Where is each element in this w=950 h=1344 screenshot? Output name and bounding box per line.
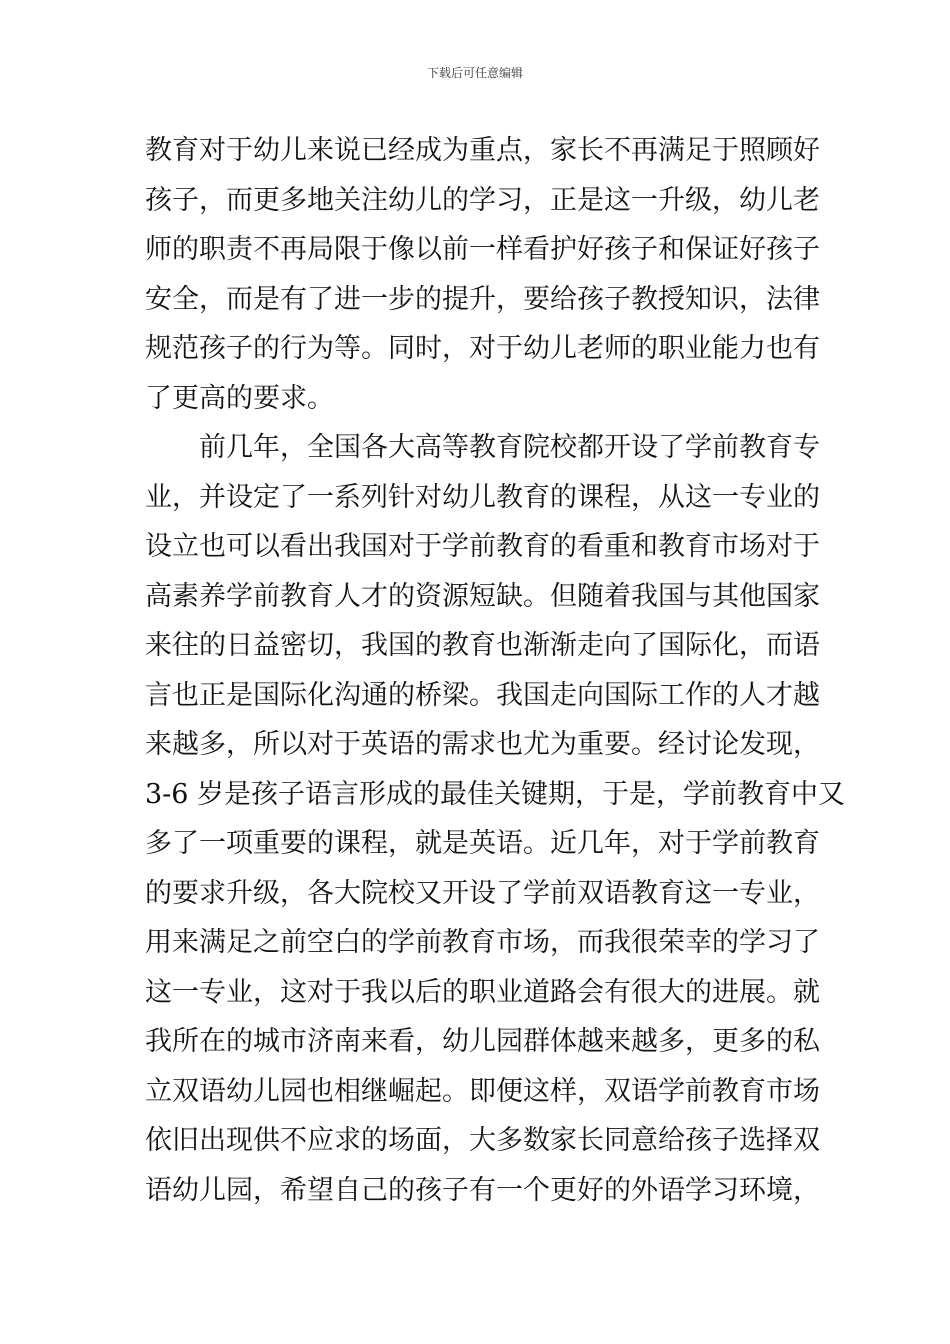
paragraph-line: 前几年，全国各大高等教育院校都开设了学前教育专 [199,432,820,463]
paragraph-1 [145,126,820,423]
page-header: 下载后可任意编辑 [426,66,523,80]
paragraph-line: 立双语幼儿园也相继崛起。即便这样，双语学前教育市场 [145,1075,820,1107]
paragraph-line: 3-6 岁是孩子语言形成的最佳关键期，于是，学前教育中又 [145,778,846,810]
paragraph-line: 用来满足之前空白的学前教育市场，而我很荣幸的学习了 [145,927,820,958]
paragraph-line: 多了一项重要的课程，就是英语。近几年，对于学前教育 [145,828,820,859]
paragraph-line: 来越多，所以对于英语的需求也尤为重要。经讨论发现， [145,729,820,760]
paragraph-line: 来往的日益密切，我国的教育也渐渐走向了国际化，而语 [145,630,820,661]
paragraph-line: 语幼儿园，希望自己的孩子有一个更好的外语学习环境， [145,1174,820,1206]
paragraph-line: 设立也可以看出我国对于学前教育的看重和教育市场对于 [145,531,820,562]
paragraph-line: 依旧出现供不应求的场面，大多数家长同意给孩子选择双 [145,1125,820,1156]
paragraph-line: 高素养学前教育人才的资源短缺。但随着我国与其他国家 [145,580,820,612]
paragraph-line: 教育对于幼儿来说已经成为重点，家长不再满足于照顾好 [145,135,820,166]
paragraph-line: 这一专业，这对于我以后的职业道路会有很大的进展。就 [145,976,820,1008]
paragraph-line: 孩子，而更多地关注幼儿的学习，正是这一升级，幼儿老 [145,184,820,216]
paragraph-line: 规范孩子的行为等。同时，对于幼儿老师的职业能力也有 [145,333,820,364]
document-body [145,126,846,1215]
paragraph-line: 我所在的城市济南来看，幼儿园群体越来越多，更多的私 [145,1026,820,1057]
paragraph-line: 安全，而是有了进一步的提升，要给孩子教授知识，法律 [145,283,820,315]
paragraph-line: 的要求升级，各大院校又开设了学前双语教育这一专业， [145,877,820,909]
paragraph-line: 言也正是国际化沟通的桥梁。我国走向国际工作的人才越 [145,679,820,711]
paragraph-line: 师的职责不再局限于像以前一样看护好孩子和保证好孩子 [145,234,820,265]
paragraph-2 [145,423,846,1215]
paragraph-line: 了更高的要求。 [145,382,334,414]
paragraph-line: 业，并设定了一系列针对幼儿教育的课程，从这一专业的 [145,481,820,513]
